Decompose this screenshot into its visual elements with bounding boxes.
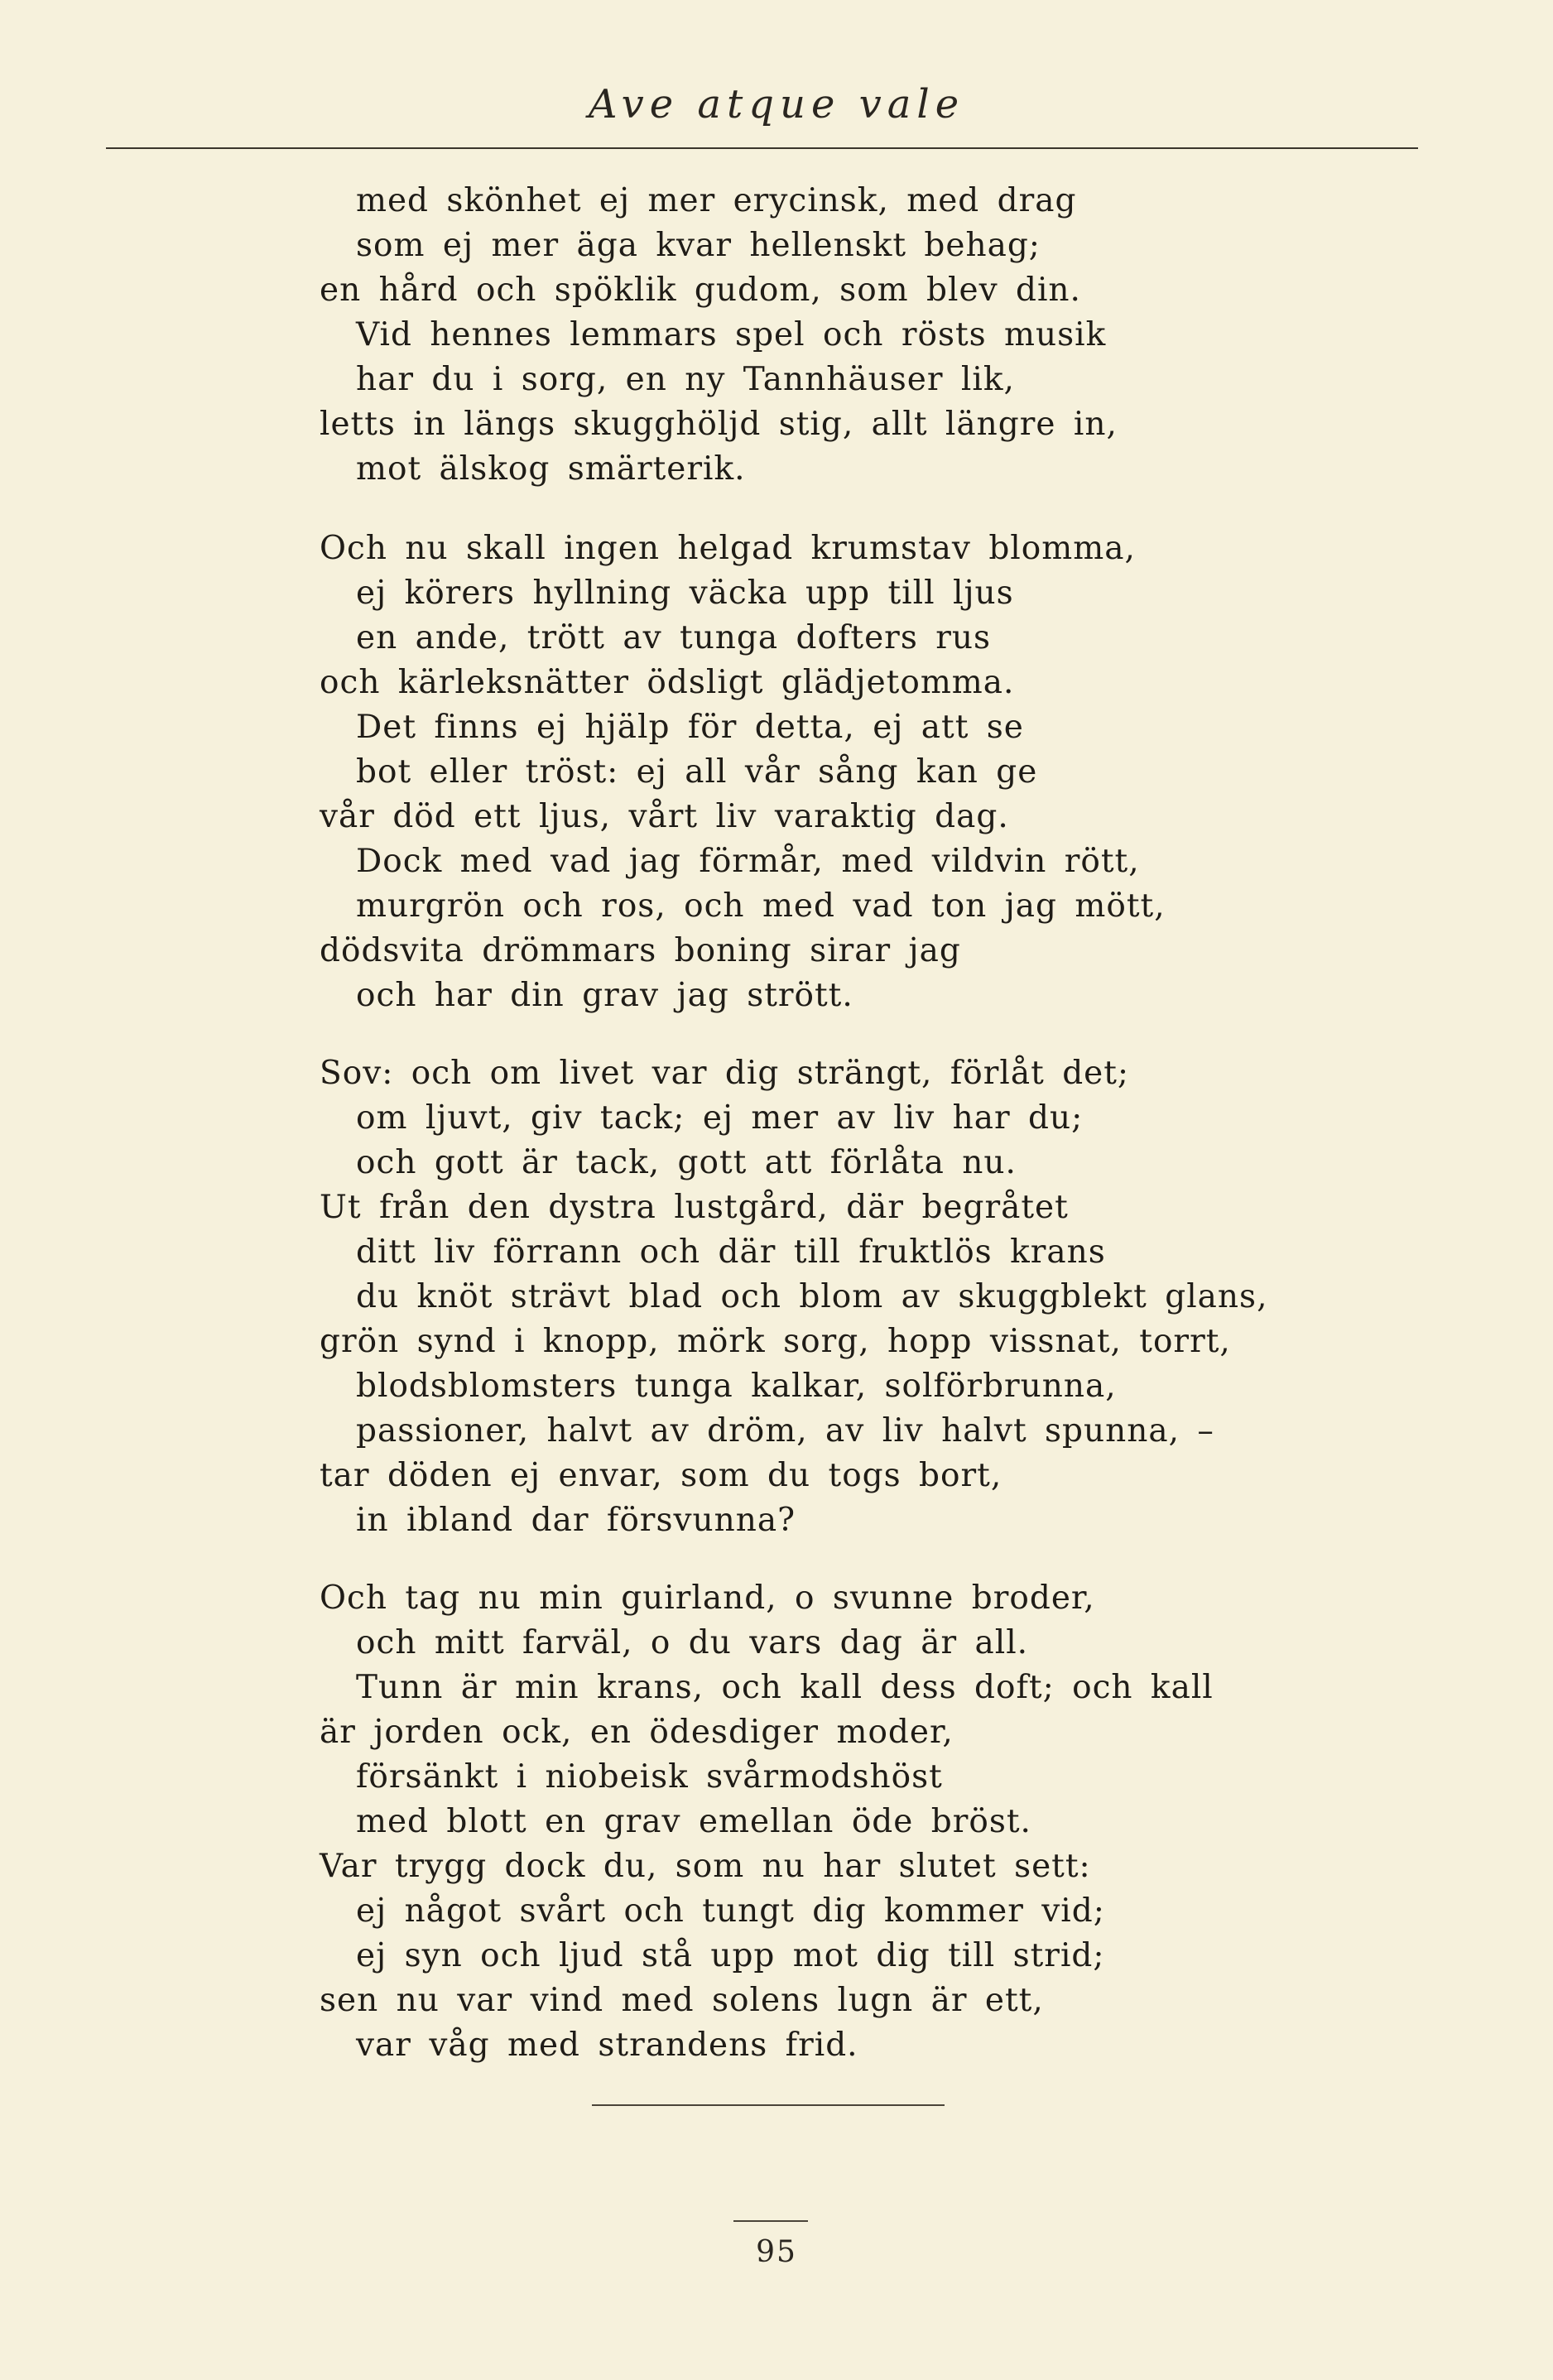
verse-line: bot eller tröst: ej all vår sång kan ge <box>356 753 1038 791</box>
verse-line: Och tag nu min guirland, o svunne broder, <box>320 1579 1095 1617</box>
verse-line: blodsblomsters tunga kalkar, solförbrunna, <box>356 1368 1117 1405</box>
verse-line: och har din grav jag strött. <box>356 977 853 1014</box>
header-rule <box>106 147 1418 149</box>
verse-line: var våg med strandens frid. <box>356 2027 858 2064</box>
verse-line: Vid hennes lemmars spel och rösts musik <box>356 316 1107 353</box>
verse-line: Sov: och om livet var dig strängt, förlåt det; <box>320 1055 1130 1092</box>
verse-line: letts in längs skugghöljd stig, allt längre in, <box>320 406 1118 443</box>
verse-line: med blott en grav emellan öde bröst. <box>356 1803 1031 1840</box>
verse-line: ditt liv förrann och där till fruktlös krans <box>356 1233 1106 1271</box>
verse-line: ej något svårt och tungt dig kommer vid; <box>356 1892 1105 1930</box>
verse-line: Det finns ej hjälp för detta, ej att se <box>356 709 1024 746</box>
verse-line: vår död ett ljus, vårt liv varaktig dag. <box>320 798 1009 835</box>
end-rule <box>592 2104 945 2106</box>
verse-line: är jorden ock, en ödesdiger moder, <box>320 1714 954 1751</box>
verse-line: mot älskog smärterik. <box>356 450 746 488</box>
verse-line: ej syn och ljud stå upp mot dig till strid; <box>356 1937 1105 1974</box>
verse-line: in ibland dar försvunna? <box>356 1502 796 1539</box>
verse-line: Var trygg dock du, som nu har slutet sett: <box>320 1848 1091 1885</box>
verse-line: och mitt farväl, o du vars dag är all. <box>356 1624 1029 1661</box>
verse-line: tar döden ej envar, som du togs bort, <box>320 1457 1002 1494</box>
verse-line: Dock med vad jag förmår, med vildvin rött, <box>356 843 1140 880</box>
verse-line: ej körers hyllning väcka upp till ljus <box>356 575 1014 612</box>
verse-line: Ut från den dystra lustgård, där begråtet <box>320 1189 1069 1226</box>
verse-line: om ljuvt, giv tack; ej mer av liv har du; <box>356 1099 1084 1137</box>
verse-line: passioner, halvt av dröm, av liv halvt spunna, – <box>356 1412 1214 1450</box>
verse-line: försänkt i niobeisk svårmodshöst <box>356 1758 943 1796</box>
verse-line: och gott är tack, gott att förlåta nu. <box>356 1144 1017 1181</box>
page-number: 95 <box>756 2235 797 2269</box>
verse-line: dödsvita drömmars boning sirar jag <box>320 932 961 969</box>
verse-line: en ande, trött av tunga dofters rus <box>356 619 992 656</box>
verse-line: du knöt strävt blad och blom av skuggblekt glans, <box>356 1278 1268 1315</box>
verse-line: sen nu var vind med solens lugn är ett, <box>320 1982 1044 2019</box>
verse-line: Och nu skall ingen helgad krumstav blomma, <box>320 530 1136 567</box>
verse-line: med skönhet ej mer erycinsk, med drag <box>356 182 1077 219</box>
verse-line: som ej mer äga kvar hellenskt behag; <box>356 227 1041 264</box>
verse-line: en hård och spöklik gudom, som blev din. <box>320 272 1081 309</box>
folio-rule <box>733 2220 808 2222</box>
running-title: Ave atque vale <box>588 81 965 127</box>
verse-line: och kärleksnätter ödsligt glädjetomma. <box>320 664 1015 701</box>
verse-line: Tunn är min krans, och kall dess doft; och kall <box>356 1669 1214 1706</box>
verse-line: murgrön och ros, och med vad ton jag mött, <box>356 887 1166 925</box>
verse-line: grön synd i knopp, mörk sorg, hopp vissnat, torrt, <box>320 1323 1231 1360</box>
verse-line: har du i sorg, en ny Tannhäuser lik, <box>356 361 1015 398</box>
